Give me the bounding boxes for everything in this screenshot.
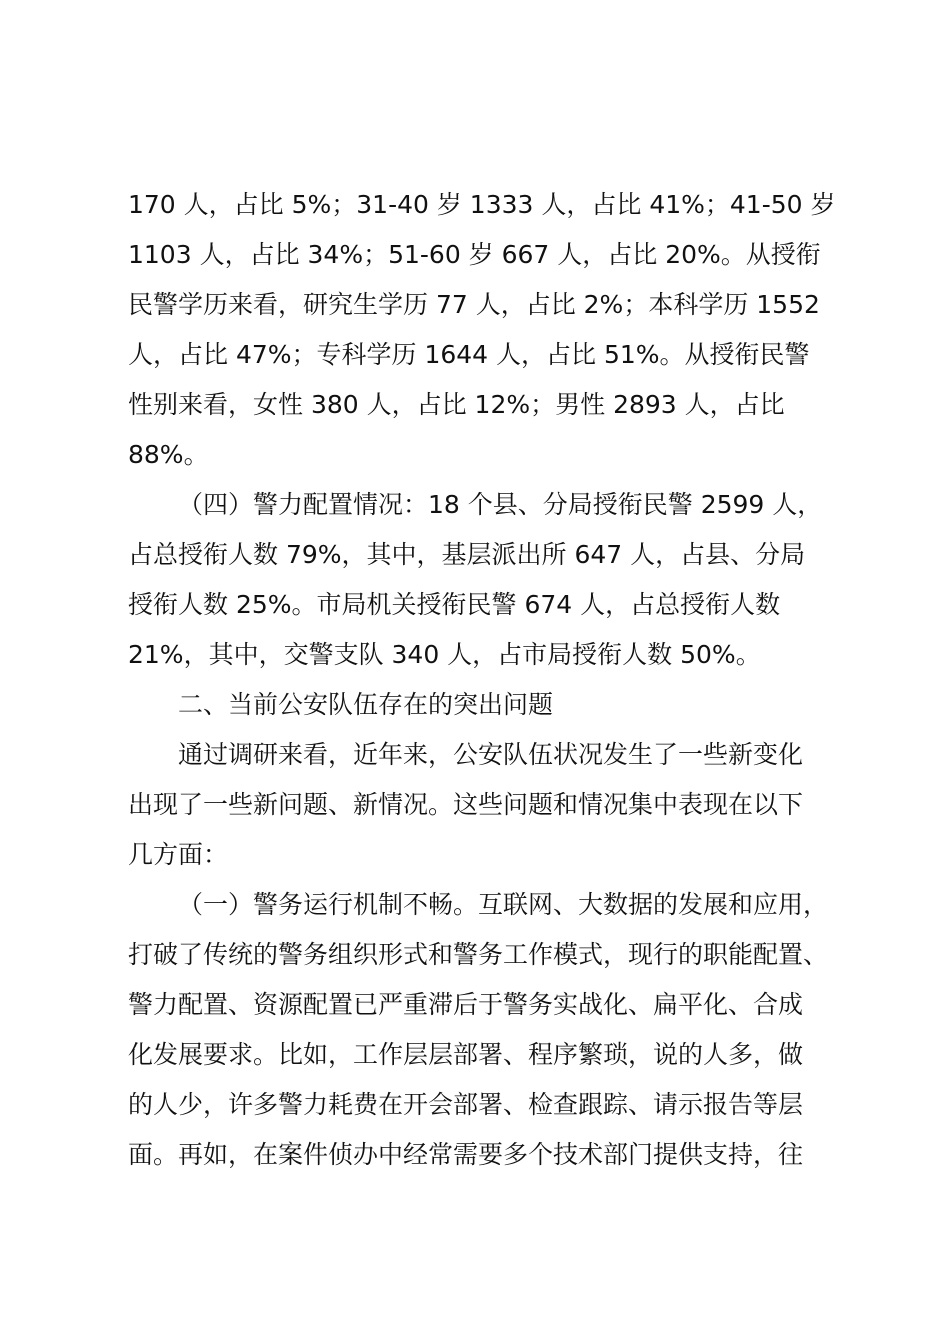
text-line: 88%。 — [128, 440, 209, 469]
section-heading: 二、当前公安队伍存在的突出问题 — [178, 690, 554, 719]
paragraph-start-line: （四）警力配置情况：18 个县、分局授衔民警 2599 人， — [178, 490, 823, 519]
text-line: 化发展要求。比如，工作层层部署、程序繁琐，说的人多，做 — [128, 1040, 804, 1069]
document-body — [128, 180, 858, 1180]
text-line: 占总授衔人数 79%，其中，基层派出所 647 人，占县、分局 — [128, 540, 806, 569]
text-line: 授衔人数 25%。市局机关授衔民警 674 人，占总授衔人数 — [128, 590, 781, 619]
text-line: 面。再如，在案件侦办中经常需要多个技术部门提供支持，往 — [128, 1140, 804, 1169]
text-line: 的人少，许多警力耗费在开会部署、检查跟踪、请示报告等层 — [128, 1090, 804, 1119]
text-line: 打破了传统的警务组织形式和警务工作模式，现行的职能配置、 — [128, 940, 829, 969]
text-line: 民警学历来看，研究生学历 77 人，占比 2%；本科学历 1552 — [128, 290, 820, 319]
text-line: 1103 人，占比 34%；51-60 岁 667 人，占比 20%。从授衔 — [128, 240, 821, 269]
text-line: 21%，其中，交警支队 340 人，占市局授衔人数 50%。 — [128, 640, 761, 669]
paragraph-start-line: （一）警务运行机制不畅。互联网、大数据的发展和应用， — [178, 890, 829, 919]
text-line: 出现了一些新问题、新情况。这些问题和情况集中表现在以下 — [128, 790, 804, 819]
text-line: 性别来看，女性 380 人，占比 12%；男性 2893 人，占比 — [128, 390, 785, 419]
text-line: 人，占比 47%；专科学历 1644 人，占比 51%。从授衔民警 — [128, 340, 810, 369]
text-line: 170 人，占比 5%；31-40 岁 1333 人，占比 41%；41-50 岁 — [128, 190, 836, 219]
paragraph-start-line: 通过调研来看，近年来，公安队伍状况发生了一些新变化 — [178, 740, 804, 769]
text-line: 几方面： — [128, 840, 229, 869]
text-line: 警力配置、资源配置已严重滞后于警务实战化、扁平化、合成 — [128, 990, 804, 1019]
